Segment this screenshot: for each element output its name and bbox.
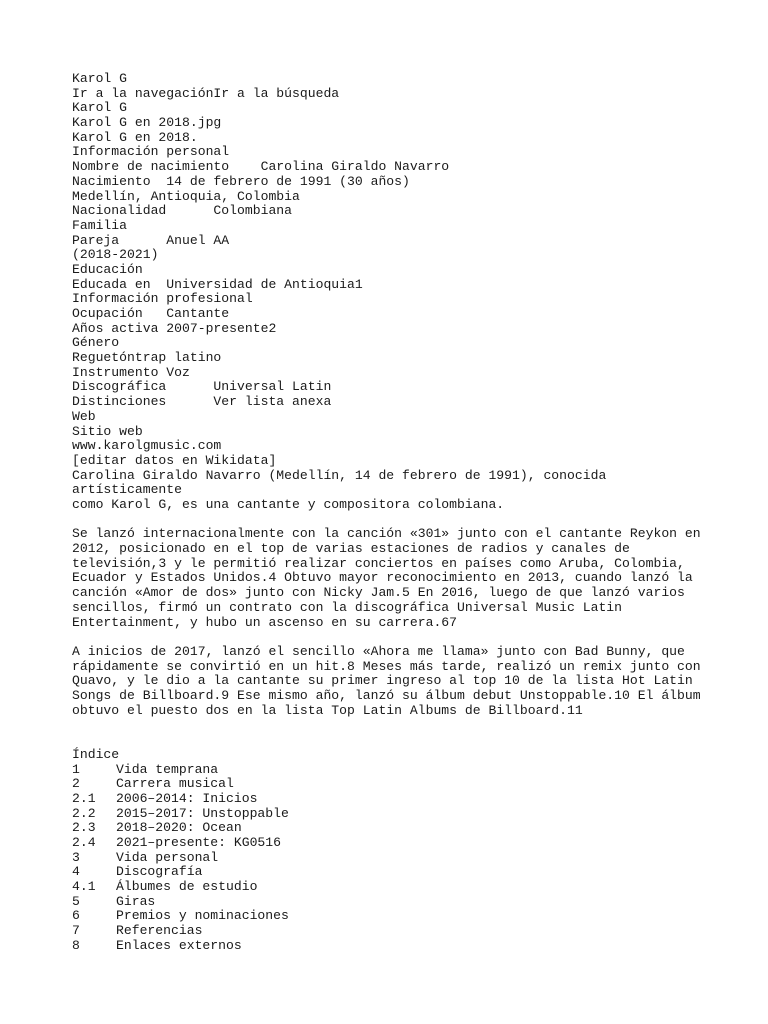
- article-text: [72, 469, 712, 719]
- infobox-line: Medellín, Antioquia, Colombia: [72, 188, 300, 204]
- paragraph: Carolina Giraldo Navarro (Medellín, 14 de febrero de 1991), conocida artísticamente como Karol G, es una cantante y compositora colombiana.: [72, 467, 607, 512]
- toc-item[interactable]: [72, 880, 712, 895]
- infobox-line: Educación: [72, 261, 143, 277]
- toc-item[interactable]: [72, 939, 712, 954]
- infobox-line: Nacimiento 14 de febrero de 1991 (30 años): [72, 173, 410, 189]
- paragraph-gap: [72, 513, 712, 528]
- toc-item-number: 8: [72, 937, 80, 953]
- toc-item-label: Álbumes de estudio: [116, 879, 258, 895]
- infobox-line: Nombre de nacimiento Carolina Giraldo Navarro: [72, 159, 450, 175]
- toc-item-number: 2.1: [72, 790, 96, 806]
- toc-item-number: 4.1: [72, 879, 96, 895]
- paragraph-gap: [72, 630, 712, 645]
- toc-item[interactable]: [72, 763, 712, 778]
- toc-item-label: 2015–2017: Unstoppable: [116, 805, 289, 821]
- toc-item-label: Vida temprana: [116, 761, 219, 777]
- infobox-line: Información profesional: [72, 291, 253, 307]
- infobox-line: Género: [72, 335, 120, 351]
- infobox-line: Educada en Universidad de Antioquia1: [72, 276, 363, 292]
- infobox-line: Instrumento Voz: [72, 364, 190, 380]
- toc-item-number: 4: [72, 864, 80, 880]
- toc-item[interactable]: [72, 792, 712, 807]
- infobox-line: Discográfica Universal Latin: [72, 379, 332, 395]
- toc-item-number: 6: [72, 908, 80, 924]
- infobox-line: Información personal: [72, 144, 230, 160]
- document-body: [72, 72, 712, 953]
- infobox-line: Karol G: [72, 71, 128, 86]
- toc-heading: Índice: [72, 746, 120, 762]
- infobox: [72, 72, 712, 469]
- toc-item-number: 1: [72, 761, 80, 777]
- infobox-line: Sitio web: [72, 423, 143, 439]
- toc-item[interactable]: [72, 895, 712, 910]
- toc-item-number: 2.4: [72, 834, 96, 850]
- infobox-line: Karol G en 2018.jpg: [72, 115, 222, 131]
- toc-item-number: 2: [72, 776, 80, 792]
- toc-item[interactable]: [72, 909, 712, 924]
- toc-item-number: 2.3: [72, 820, 96, 836]
- toc-item-label: 2018–2020: Ocean: [116, 820, 242, 836]
- infobox-line: Reguetóntrap latino: [72, 350, 222, 366]
- infobox-line: Karol G en 2018.: [72, 129, 198, 145]
- toc-item-number: 3: [72, 849, 80, 865]
- toc-item[interactable]: [72, 836, 712, 851]
- toc-item-label: Carrera musical: [116, 776, 234, 792]
- toc-item[interactable]: [72, 851, 712, 866]
- toc-item-label: 2006–2014: Inicios: [116, 790, 258, 806]
- toc-item-number: 5: [72, 893, 80, 909]
- toc-item-label: Enlaces externos: [116, 937, 242, 953]
- table-of-contents: [72, 748, 712, 954]
- toc-item[interactable]: [72, 777, 712, 792]
- toc-item[interactable]: [72, 821, 712, 836]
- toc-item-label: Giras: [116, 893, 156, 909]
- paragraph: A inicios de 2017, lanzó el sencillo «Ahora me llama» junto con Bad Bunny, que rápidamente se convirtió en un hit.8 Meses más tarde, realizó un remix junto con Quavo, y le dio a la cantante su primer ingreso al top 10 de la lista Hot Latin Songs de Billboard.9 Ese mismo año, lanzó su álbum debut Unstoppable.10 El álbum obtuvo el puesto dos en la lista Top Latin Albums de Billboard.11: [72, 643, 701, 718]
- toc-item-label: Premios y nominaciones: [116, 908, 289, 924]
- infobox-line: Web: [72, 408, 96, 424]
- toc-item-label: Vida personal: [116, 849, 219, 865]
- infobox-line: Familia: [72, 217, 128, 233]
- infobox-line: Pareja Anuel AA: [72, 232, 230, 248]
- infobox-line: Nacionalidad Colombiana: [72, 203, 293, 219]
- paragraph: Se lanzó internacionalmente con la canción «301» junto con el cantante Reykon en 2012, posicionado en el top de varias estaciones de radios y canales de televisión,3 y le permitió realizar conciertos en países como Aruba, Colombia, Ecuador y Estados Unidos.4 Obtuvo mayor reconocimiento en 2013, cuando lanzó la canción «Amor de dos» junto con Nicky Jam.5 En 2016, luego de que lanzó varios sencillos, firmó un contrato con la discográfica Universal Music Latin Entertainment, y hubo un ascenso en su carrera.67: [72, 526, 701, 630]
- toc-item[interactable]: [72, 924, 712, 939]
- infobox-line: www.karolgmusic.com: [72, 438, 222, 454]
- infobox-line: Ir a la navegaciónIr a la búsqueda: [72, 85, 340, 101]
- infobox-line: Karol G: [72, 100, 128, 116]
- infobox-line: (2018-2021): [72, 247, 159, 263]
- toc-item-label: Discografía: [116, 864, 203, 880]
- infobox-line: Ocupación Cantante: [72, 306, 230, 321]
- infobox-line: Años activa 2007-presente2: [72, 320, 277, 336]
- toc-item-label: 2021–presente: KG0516: [116, 834, 282, 850]
- infobox-line: Distinciones Ver lista anexa: [72, 394, 332, 410]
- toc-item-label: Referencias: [116, 923, 203, 939]
- toc-item[interactable]: [72, 865, 712, 880]
- infobox-line: [editar datos en Wikidata]: [72, 452, 277, 468]
- toc-item-number: 7: [72, 923, 80, 939]
- toc-item-number: 2.2: [72, 805, 96, 821]
- spacer: [72, 718, 712, 733]
- toc-item[interactable]: [72, 807, 712, 822]
- spacer: [72, 733, 712, 748]
